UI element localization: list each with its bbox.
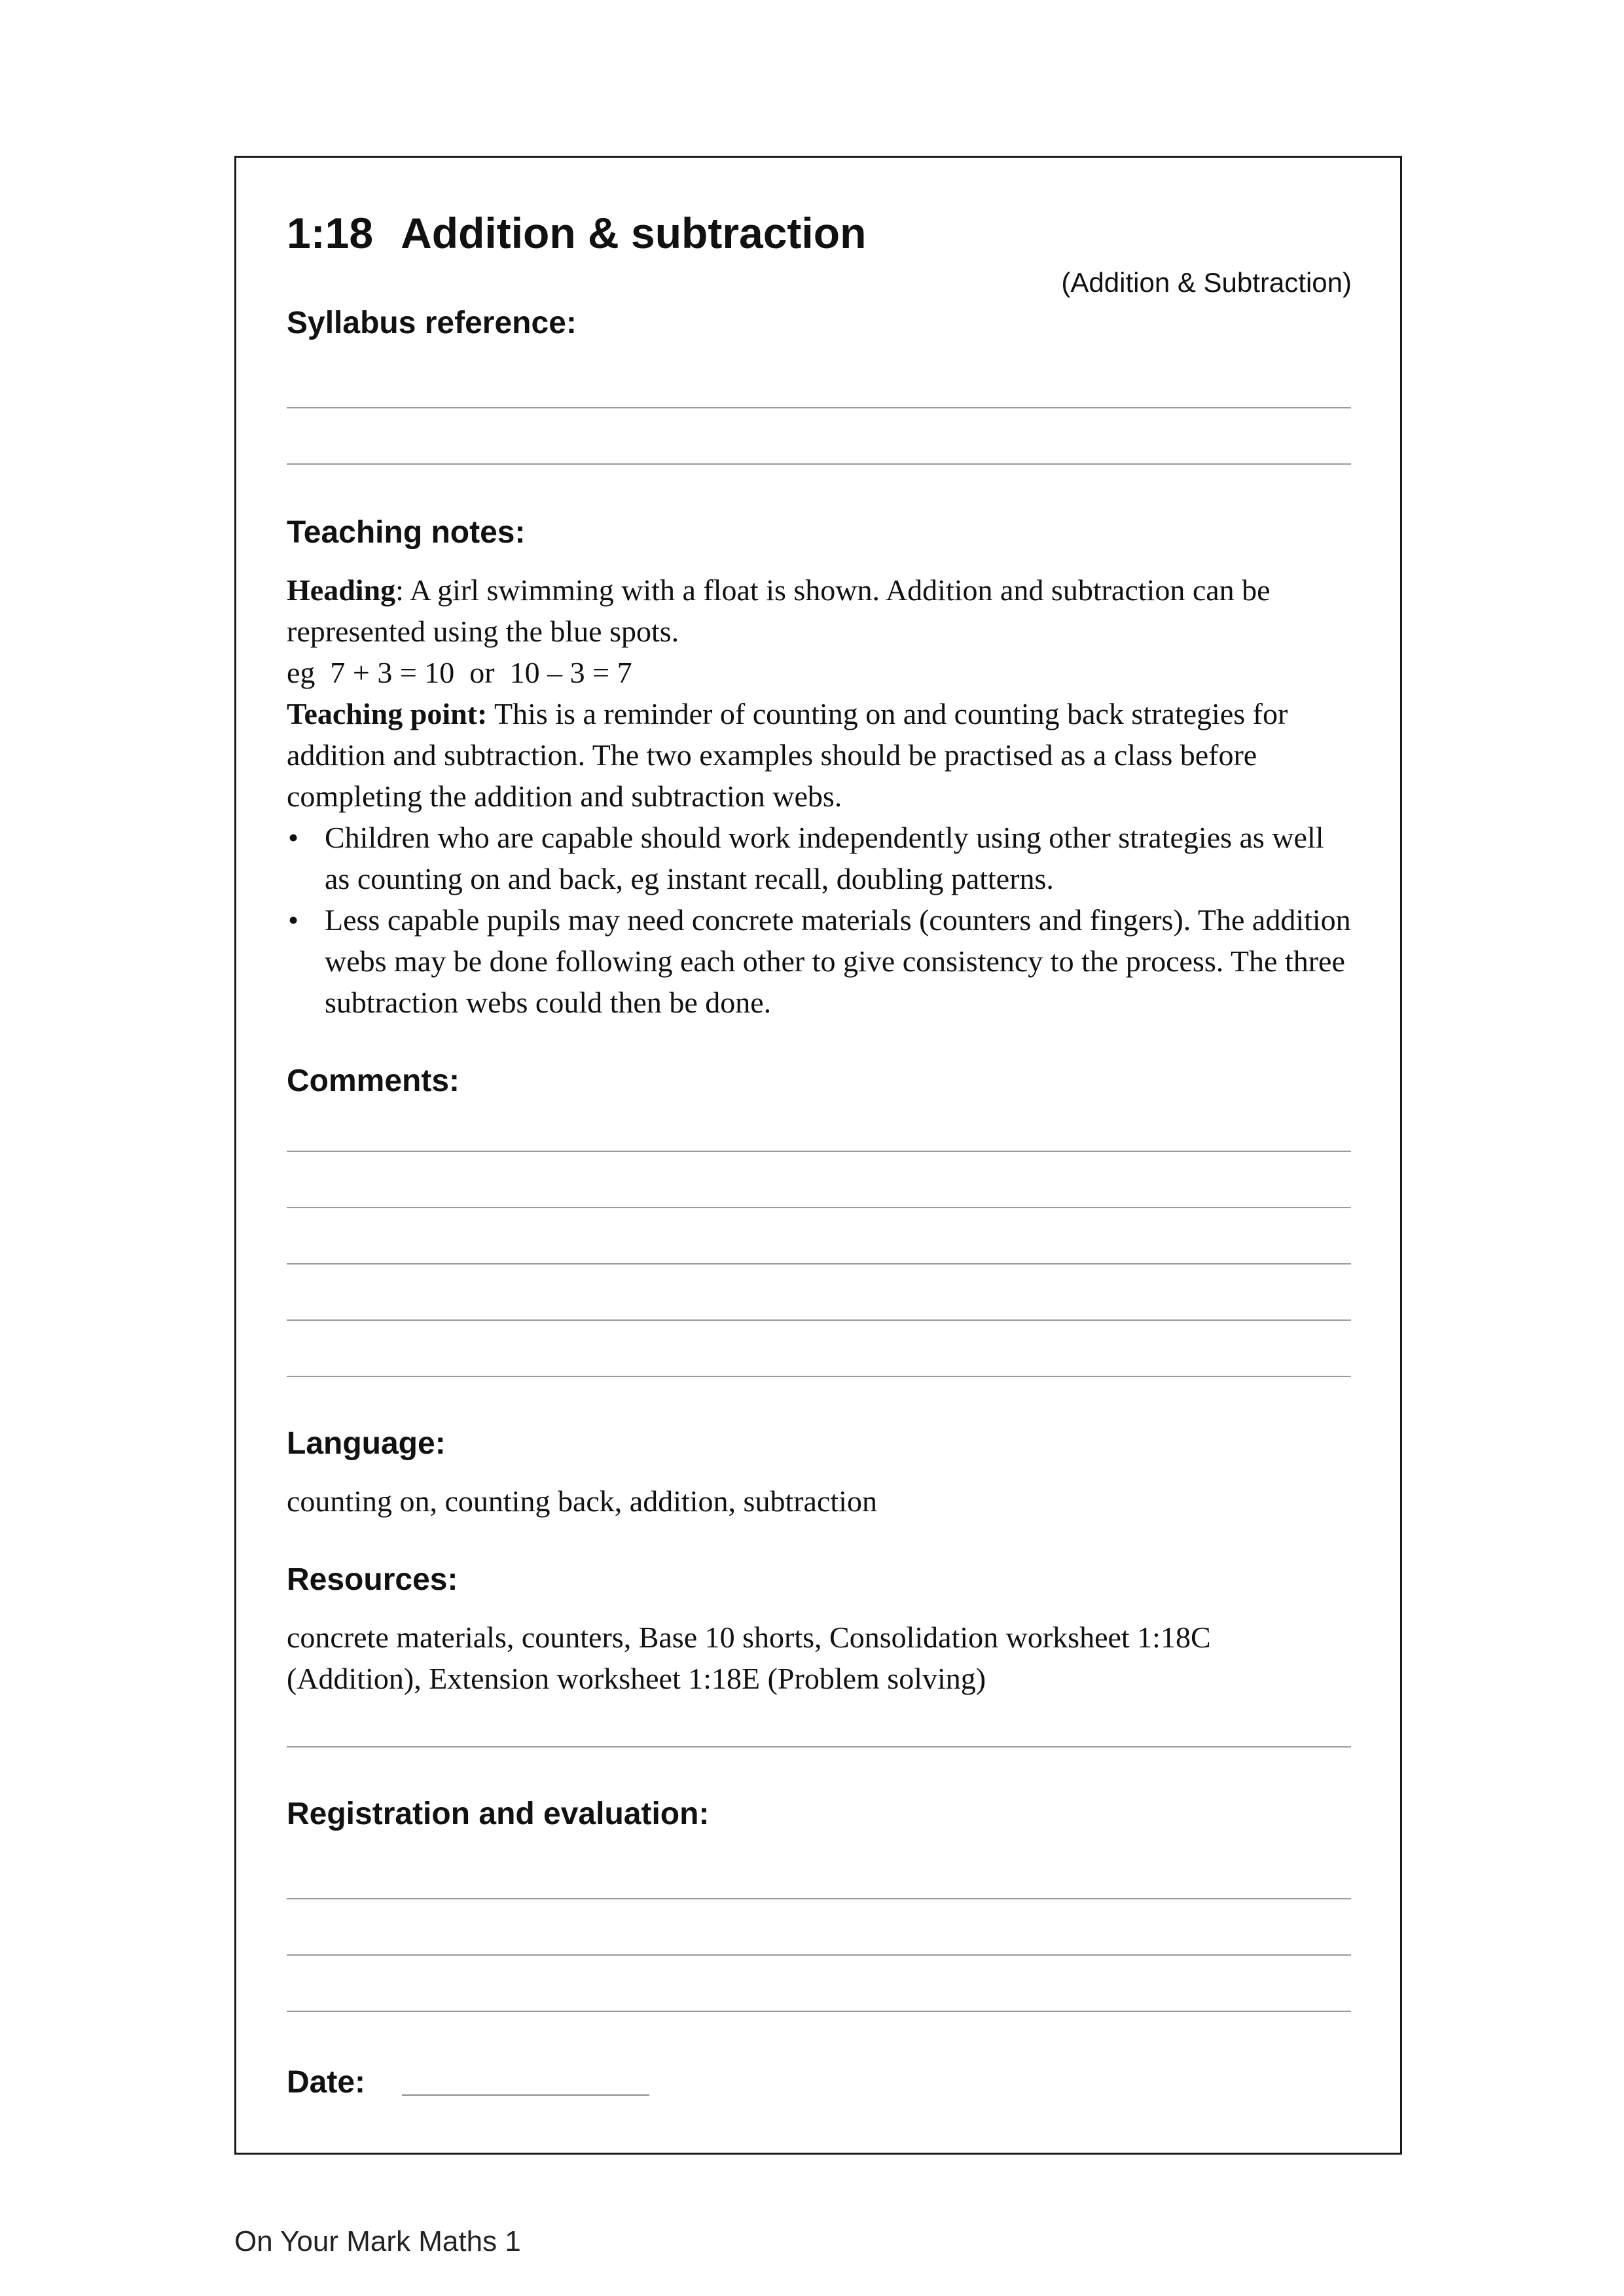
syllabus-heading: Syllabus reference: <box>287 306 577 340</box>
page-frame <box>234 156 1402 2155</box>
teaching-notes-heading: Teaching notes: <box>287 515 526 550</box>
syllabus-line[interactable] <box>287 407 1351 408</box>
resources-text: concrete materials, counters, Base 10 shorts, Consolidation worksheet 1:18C (Addition), Extension worksheet 1:18E (Problem solving) <box>287 1621 1211 1695</box>
comments-line[interactable] <box>287 1207 1351 1208</box>
comments-heading: Comments: <box>287 1064 460 1098</box>
language-text: counting on, counting back, addition, subtraction <box>287 1484 877 1518</box>
date-line[interactable] <box>402 2094 649 2096</box>
heading-label: Heading <box>287 573 396 607</box>
registration-heading: Registration and evaluation: <box>287 1797 710 1831</box>
heading-note-text: : A girl swimming with a float is shown. Addition and subtraction can be represented using the blue spots. <box>287 573 1271 648</box>
page-title <box>287 208 866 258</box>
lesson-number: 1:18 <box>287 209 374 257</box>
registration-line[interactable] <box>287 1898 1351 1899</box>
teaching-notes-body <box>287 569 1351 1023</box>
topic-tag: (Addition & Subtraction) <box>1061 267 1352 298</box>
lesson-title: Addition & subtraction <box>401 209 867 257</box>
footer: On Your Mark Maths 1 <box>234 2225 521 2257</box>
list-item: • Children who are capable should work independently using other strategies as well as counting on and back, eg instant recall, doubling patterns. <box>287 817 1351 899</box>
comments-line[interactable] <box>287 1376 1351 1377</box>
resources-line[interactable] <box>287 1746 1351 1748</box>
registration-line[interactable] <box>287 2011 1351 2012</box>
example-equations: eg 7 + 3 = 10 or 10 – 3 = 7 <box>287 656 632 689</box>
registration-line[interactable] <box>287 1954 1351 1956</box>
teaching-bullets <box>287 817 1351 1023</box>
resources-heading: Resources: <box>287 1562 458 1597</box>
syllabus-line[interactable] <box>287 463 1351 465</box>
teaching-point-label: Teaching point: <box>287 697 488 730</box>
heading-note <box>287 569 1351 652</box>
comments-line[interactable] <box>287 1319 1351 1321</box>
language-heading: Language: <box>287 1426 446 1461</box>
teaching-point-text: This is a reminder of counting on and counting back strategies for addition and subtraction. The two examples should be practised as a class before completing the addition and subtraction webs. <box>287 697 1288 813</box>
teaching-point <box>287 693 1351 817</box>
list-item: • Less capable pupils may need concrete materials (counters and fingers). The addition webs may be done following each other to give consistency to the process. The three subtraction webs could then be done. <box>287 899 1351 1023</box>
comments-line[interactable] <box>287 1151 1351 1152</box>
date-label: Date: <box>287 2065 366 2100</box>
comments-line[interactable] <box>287 1263 1351 1265</box>
